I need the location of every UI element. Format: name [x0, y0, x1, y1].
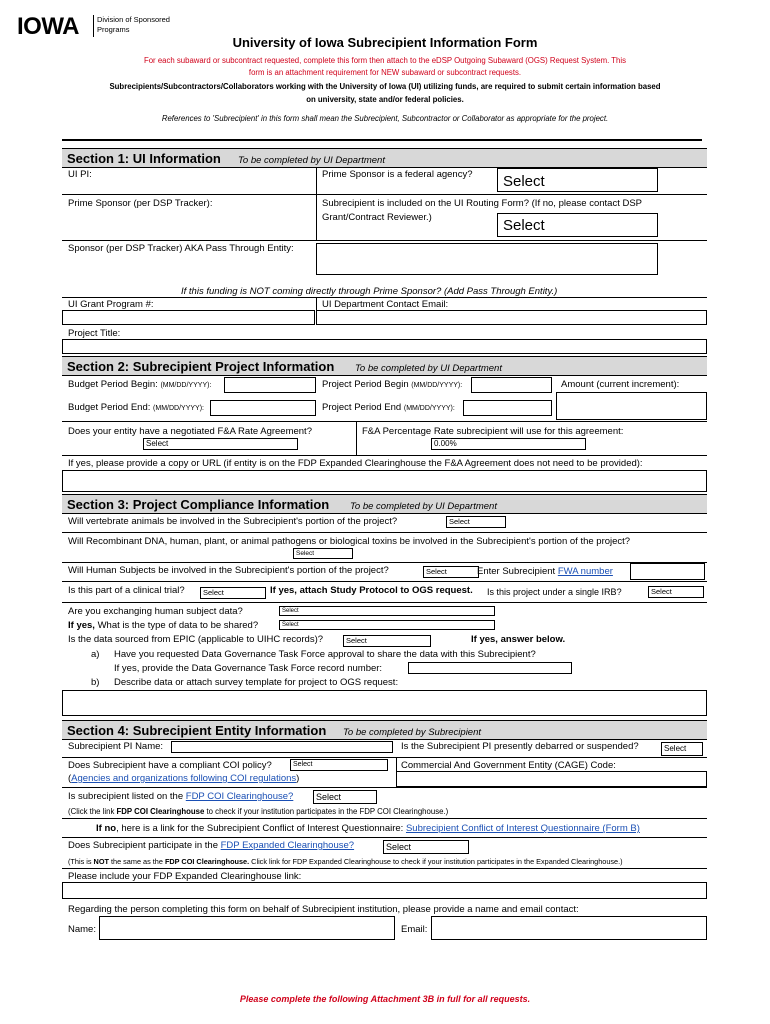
section2-title: Section 2: Subrecipient Project Information [67, 359, 335, 374]
intro-bold-line1: Subrecipients/Subcontractors/Collaborators working with the University of Iowa (UI) utilizing funds, are required to submit certain information based [109, 82, 661, 91]
type-select[interactable]: Select [279, 620, 495, 630]
item-a-text: Have you requested Data Governance Task Force approval to share the data with this Subrecipient? [114, 649, 536, 660]
iowa-logo: IOWA [17, 13, 79, 40]
section3-title: Section 3: Project Compliance Information [67, 497, 330, 512]
budget-end-input[interactable] [210, 400, 316, 416]
s3-rule-3 [62, 581, 707, 582]
copy-url-input[interactable] [62, 470, 707, 492]
expanded-note-c: the same as the [110, 857, 163, 866]
s3-rule-2 [62, 562, 707, 563]
amount-input[interactable] [556, 392, 707, 420]
expanded-link-input[interactable] [62, 882, 707, 899]
exchange-select[interactable]: Select [279, 606, 495, 616]
dna-select[interactable]: Select [293, 548, 353, 559]
form-b-link[interactable]: Subrecipient Conflict of Interest Questionnaire (Form B) [405, 823, 640, 834]
fdp-coi-link[interactable]: FDP COI Clearinghouse? [185, 791, 294, 802]
dna-q: Will Recombinant DNA, human, plant, or animal pathogens or biological toxins be involved in the Subrecipient's portion of the project? [68, 536, 631, 547]
email-input[interactable] [431, 916, 707, 940]
dgtf-record-input[interactable] [408, 662, 572, 674]
expanded-select[interactable]: Select [383, 840, 469, 854]
fa-rate-q: F&A Percentage Rate subrecipient will use for this agreement: [362, 426, 624, 437]
budget-end-label [68, 402, 204, 414]
fa-rate-input[interactable]: 0.00% [431, 438, 586, 450]
grant-program-input[interactable] [62, 310, 315, 325]
prime-federal-label: Prime Sponsor is a federal agency? [322, 169, 473, 180]
type-q-bold: If yes, [68, 620, 95, 631]
section3-note: To be completed by UI Department [350, 501, 497, 512]
coi-link[interactable]: Agencies and organizations following COI regulations [71, 773, 297, 784]
s2-rule-1 [62, 421, 707, 422]
budget-end-text: Budget Period End: [68, 402, 151, 413]
fdp-listed-q [68, 791, 293, 802]
pi-name-label: Subrecipient PI Name: [68, 741, 164, 752]
s4-rule-2 [62, 787, 707, 788]
dept-email-label: UI Department Contact Email: [322, 299, 449, 310]
budget-begin-input[interactable] [224, 377, 316, 393]
sponsor-aka-input[interactable] [316, 243, 658, 275]
expanded-note-a: (This is [68, 857, 92, 866]
clinical-yes-note: If yes, attach Study Protocol to OGS request. [270, 585, 473, 596]
s3-rule-1 [62, 532, 707, 533]
intro-reference: References to 'Subrecipient' in this form shall mean the Subrecipient, Subcontractor or Collaborator as appropriate for the project. [161, 114, 609, 123]
fwa-input[interactable] [630, 563, 705, 580]
section2-header [62, 356, 707, 376]
fdp-note-c: to check if your institution participates in the FDP COI Clearinghouse.) [206, 807, 449, 816]
type-q-text: What is the type of data to be shared? [97, 620, 259, 631]
dept-email-input[interactable] [316, 310, 707, 325]
project-begin-text: Project Period Begin [322, 379, 409, 390]
routing-select[interactable]: Select [497, 213, 658, 237]
fwa-link[interactable]: FWA number [557, 566, 613, 577]
s4-rule-3 [62, 818, 707, 819]
expanded-prefix: Does Subrecipient participate in the [68, 840, 218, 851]
intro-red-line2: form is an attachment requirement for NEW subaward or subcontract requests. [248, 68, 522, 77]
expanded-link[interactable]: FDP Expanded Clearinghouse? [220, 840, 355, 851]
budget-begin-label [68, 379, 211, 391]
describe-data-input[interactable] [62, 690, 707, 716]
grant-program-label: UI Grant Program #: [68, 299, 154, 310]
coi-q: Does Subrecipient have a compliant COI policy? [68, 760, 272, 771]
section1-header [62, 148, 707, 168]
expanded-link-q: Please include your FDP Expanded Clearinghouse link: [68, 871, 302, 882]
s1-rule-3 [62, 297, 707, 298]
human-select[interactable]: Select [423, 566, 479, 578]
pi-name-input[interactable] [171, 741, 393, 753]
section3-header [62, 494, 707, 514]
expanded-note [68, 856, 623, 867]
s2-rule-2 [62, 455, 707, 456]
s1-divider-1 [316, 167, 317, 241]
cage-label: Commercial And Government Entity (CAGE) Code: [401, 760, 616, 771]
logo-division-line1: Division of Sponsored [97, 15, 170, 24]
s4-rule-1 [62, 757, 707, 758]
fdp-note [68, 806, 448, 817]
project-end-label [322, 402, 455, 414]
s4-rule-4 [62, 837, 707, 838]
prime-federal-select[interactable]: Select [497, 168, 658, 192]
pass-through-note: If this funding is NOT coming directly through Prime Sponsor? (Add Pass Through Entity.) [181, 286, 558, 297]
intro-red-line1: For each subaward or subcontract requested, complete this form then attach to the eDSP Outgoing Subaward (OGS) Request System. This [143, 56, 627, 65]
logo-division-line2: Programs [97, 25, 130, 34]
cage-input[interactable] [396, 771, 707, 787]
copy-url-label: If yes, please provide a copy or URL (if entity is on the FDP Expanded Clearinghouse the F&A Agreement does not need to be provided): [68, 458, 643, 469]
human-q: Will Human Subjects be involved in the Subrecipient's portion of the project? [68, 565, 389, 576]
vertebrate-q: Will vertebrate animals be involved in the Subrecipient's portion of the project? [68, 516, 398, 527]
logo-divider [93, 15, 94, 37]
section4-title: Section 4: Subrecipient Entity Information [67, 723, 327, 738]
section4-header [62, 720, 707, 740]
project-begin-format: (MM/DD/YYYY): [411, 382, 463, 389]
item-a-label: a) [91, 649, 100, 660]
routing-q-line2: Grant/Contract Reviewer.) [322, 212, 432, 223]
clinical-q: Is this part of a clinical trial? [68, 585, 185, 596]
expanded-q [68, 840, 354, 851]
coi-select[interactable]: Select [290, 759, 388, 771]
title-rule [62, 139, 702, 141]
section4-note: To be completed by Subrecipient [343, 727, 482, 738]
expanded-note-e: Click link for FDP Expanded Clearinghouse to check if your institution participates in the Expanded Clearinghouse.) [251, 857, 623, 866]
budget-begin-format: (MM/DD/YYYY): [160, 382, 212, 389]
fdp-note-a: (Click the link [68, 807, 115, 816]
expanded-note-b: NOT [93, 857, 109, 866]
clinical-select[interactable]: Select [200, 587, 266, 599]
name-input[interactable] [99, 916, 395, 940]
page-title: University of Iowa Subrecipient Information Form [232, 35, 538, 50]
intro-bold-line2: on university, state and/or federal policies. [306, 95, 464, 104]
name-label: Name: [68, 924, 96, 935]
project-end-format: (MM/DD/YYYY): [403, 405, 455, 412]
if-no-text: , here is a link for the Subrecipient Conflict of Interest Questionnaire: [116, 823, 404, 834]
project-begin-input[interactable] [471, 377, 552, 393]
expanded-note-d: FDP COI Clearinghouse. [164, 857, 250, 866]
contact-q: Regarding the person completing this form on behalf of Subrecipient institution, please provide a name and email contact: [68, 904, 579, 915]
project-begin-label [322, 379, 462, 391]
irb-select[interactable]: Select [648, 586, 704, 598]
amount-label: Amount (current increment): [561, 379, 680, 390]
type-q [68, 620, 258, 631]
fdp-listed-select[interactable]: Select [313, 790, 377, 804]
epic-q: Is the data sourced from EPIC (applicable to UIHC records)? [68, 634, 324, 645]
budget-end-format: (MM/DD/YYYY): [153, 405, 204, 412]
irb-q: Is this project under a single IRB? [487, 587, 622, 597]
s4-rule-5 [62, 868, 707, 869]
s1-rule-1 [62, 194, 707, 195]
item-a-text2: If yes, provide the Data Governance Task Force record number: [114, 663, 383, 674]
project-title-label: Project Title: [68, 328, 121, 339]
prime-sponsor-label: Prime Sponsor (per DSP Tracker): [68, 198, 213, 209]
item-b-text: Describe data or attach survey template for project to OGS request: [114, 677, 399, 688]
coi-link-wrap: (Agencies and organizations following COI regulations) [68, 773, 300, 784]
project-end-input[interactable] [463, 400, 552, 416]
email-label: Email: [401, 924, 428, 935]
epic-select[interactable]: Select [343, 635, 431, 647]
if-no-line [96, 823, 640, 834]
vertebrate-select[interactable]: Select [446, 516, 506, 528]
fwa-prefix: Enter Subrecipient [477, 566, 556, 577]
fdp-note-b: FDP COI Clearinghouse [116, 807, 205, 816]
budget-begin-text: Budget Period Begin: [68, 379, 158, 390]
debarred-select[interactable]: Select [661, 742, 703, 756]
exchange-q: Are you exchanging human subject data? [68, 606, 243, 617]
sponsor-aka-label: Sponsor (per DSP Tracker) AKA Pass Through Entity: [68, 243, 294, 254]
project-title-input[interactable] [62, 339, 707, 354]
section2-note: To be completed by UI Department [355, 363, 502, 374]
s2-divider [356, 421, 357, 455]
fa-agreement-q: Does your entity have a negotiated F&A Rate Agreement? [68, 426, 312, 437]
s3-rule-4 [62, 602, 707, 603]
footer-note: Please complete the following Attachment 3B in full for all requests. [239, 994, 531, 1004]
section1-title: Section 1: UI Information [67, 151, 221, 166]
item-b-label: b) [91, 677, 100, 688]
epic-yes-note: If yes, answer below. [471, 634, 566, 645]
ui-pi-label: UI PI: [68, 169, 92, 180]
s1-rule-2 [62, 240, 707, 241]
section1-note: To be completed by UI Department [238, 155, 385, 166]
if-no-bold: If no [96, 823, 117, 834]
project-end-text: Project Period End [322, 402, 402, 413]
fa-agreement-select[interactable]: Select [143, 438, 298, 450]
fdp-listed-prefix: Is subrecipient listed on the [68, 791, 184, 802]
routing-q-line1: Subrecipient is included on the UI Routing Form? (If no, please contact DSP [322, 198, 643, 209]
debarred-q: Is the Subrecipient PI presently debarred or suspended? [401, 741, 639, 752]
fwa-label [477, 566, 613, 577]
